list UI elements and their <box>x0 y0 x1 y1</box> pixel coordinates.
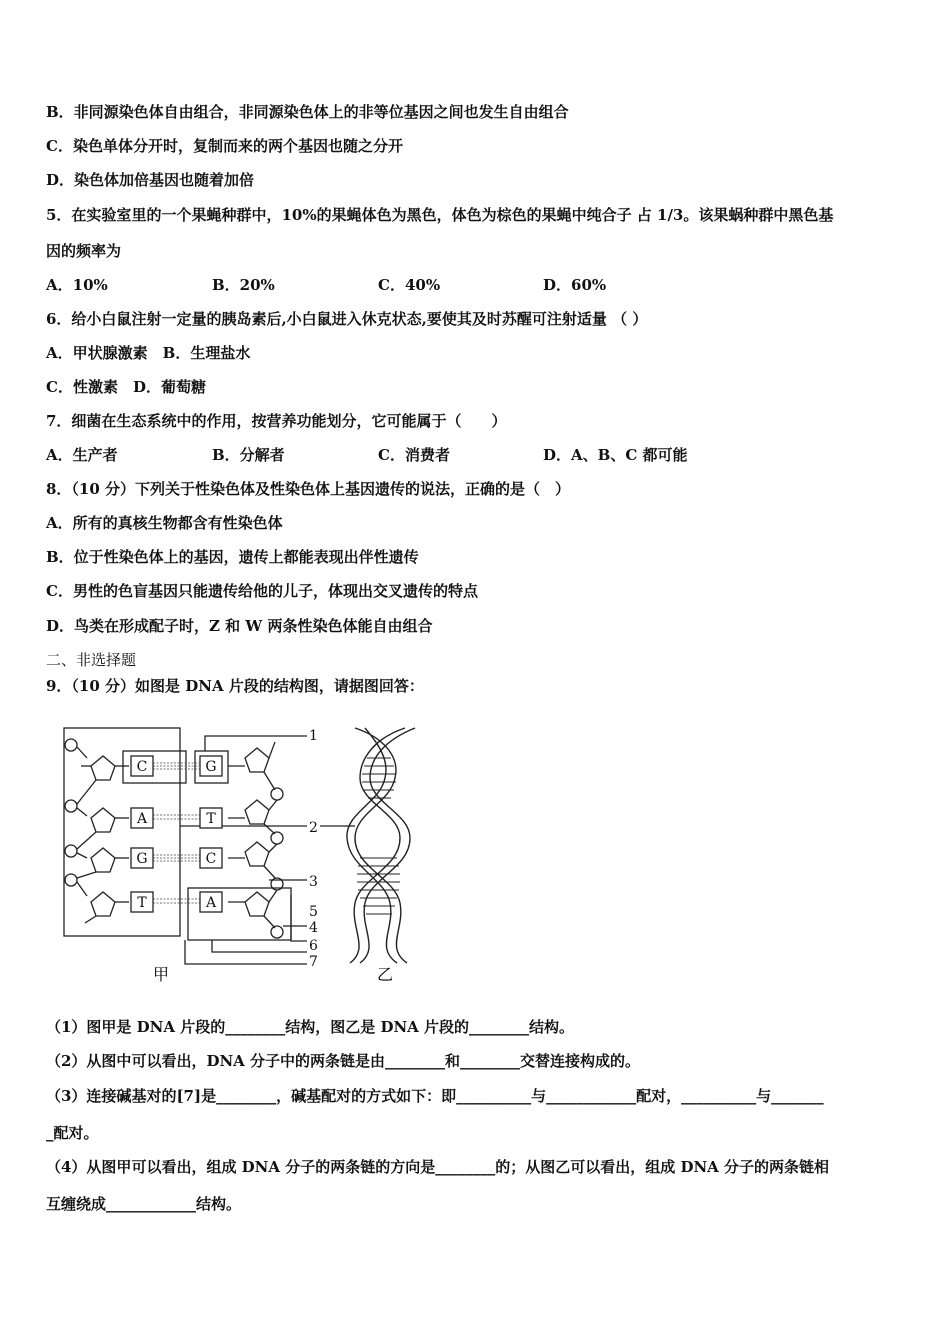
q7-option-c: C．消费者 <box>378 446 450 464</box>
q6-options-cd: C．性激素 D．葡萄糖 <box>46 378 206 396</box>
q9-sub-2: （2）从图中可以看出，DNA 分子中的两条链是由________和________交替连接构成的。 <box>46 1052 641 1070</box>
q8-option-a: A．所有的真核生物都含有性染色体 <box>46 514 283 532</box>
base-left-4: T <box>137 895 147 911</box>
label-6: 6 <box>309 938 318 954</box>
base-right-4: A <box>205 895 217 911</box>
q4-option-c: C．染色单体分开时，复制而来的两个基因也随之分开 <box>46 137 403 155</box>
base-right-3: C <box>205 851 217 867</box>
base-right-2: T <box>206 811 216 827</box>
base-left-3: G <box>136 851 148 867</box>
q8-stem: 8．（10 分）下列关于性染色体及性染色体上基因遗传的说法，正确的是（ ） <box>46 480 571 498</box>
label-4: 4 <box>309 920 318 936</box>
label-5: 5 <box>309 904 318 920</box>
q9-sub-4: （4）从图甲可以看出，组成 DNA 分子的两条链的方向是________的；从图乙可以看出，组成 DNA 分子的两条链相 <box>46 1158 830 1176</box>
base-right-1: G <box>205 759 217 775</box>
q9-sub-1: （1）图甲是 DNA 片段的________结构，图乙是 DNA 片段的________结构。 <box>46 1018 575 1036</box>
q7-option-d: D．A、B、C 都可能 <box>543 446 688 464</box>
base-left-1: C <box>136 759 148 775</box>
q5-stem-cont: 因的频率为 <box>46 242 122 260</box>
q5-option-c: C．40% <box>378 276 441 294</box>
q7-option-a: A．生产者 <box>46 446 118 464</box>
label-2: 2 <box>309 820 318 836</box>
q6-options-ab: A．甲状腺激素 B．生理盐水 <box>46 344 251 362</box>
q5-option-a: A．10% <box>46 276 108 294</box>
q4-option-d: D．染色体加倍基因也随着加倍 <box>46 171 255 189</box>
caption-jia: 甲 <box>153 965 170 984</box>
q5-stem: 5．在实验室里的一个果蝇种群中，10%的果蝇体色为黑色，体色为棕色的果蝇中纯合子 占 1/3。该果蜗种群中黑色基 <box>46 206 834 224</box>
q4-option-b: B．非同源染色体自由组合，非同源染色体上的非等位基因之间也发生自由组合 <box>46 103 569 121</box>
q9-stem: 9．（10 分）如图是 DNA 片段的结构图，请据图回答： <box>46 677 424 695</box>
right-strand <box>228 742 283 938</box>
base-left-2: A <box>136 811 148 827</box>
q9-sub-3: （3）连接碱基对的[7]是________，碱基配对的方式如下：即__________与____________配对，__________与_______ <box>46 1087 824 1105</box>
q9-sub-4-cont: 互缠绕成____________结构。 <box>46 1195 242 1213</box>
q8-option-d: D．鸟类在形成配子时，Z 和 W 两条性染色体能自由组合 <box>46 617 433 635</box>
label-1: 1 <box>309 728 318 744</box>
label-7: 7 <box>309 954 318 970</box>
q5-option-d: D．60% <box>543 276 607 294</box>
q5-option-b: B．20% <box>212 276 275 294</box>
section-title: 二、非选择题 <box>46 651 137 669</box>
caption-yi: 乙 <box>377 965 394 984</box>
q9-sub-3-cont: _配对。 <box>46 1124 99 1142</box>
dna-figure <box>55 718 455 988</box>
q7-option-b: B．分解者 <box>212 446 285 464</box>
left-strand <box>65 739 129 923</box>
label-3: 3 <box>309 874 318 890</box>
double-helix <box>347 728 415 963</box>
q8-option-b: B．位于性染色体上的基因，遗传上都能表现出伴性遗传 <box>46 548 419 566</box>
q6-stem: 6．给小白鼠注射一定量的胰岛素后,小白鼠进入休克状态,要使其及时苏醒可注射适量 （ ） <box>46 310 648 328</box>
q8-option-c: C．男性的色盲基因只能遗传给他的儿子，体现出交叉遗传的特点 <box>46 582 478 600</box>
q7-stem: 7．细菌在生态系统中的作用，按营养功能划分，它可能属于（ ） <box>46 412 507 430</box>
